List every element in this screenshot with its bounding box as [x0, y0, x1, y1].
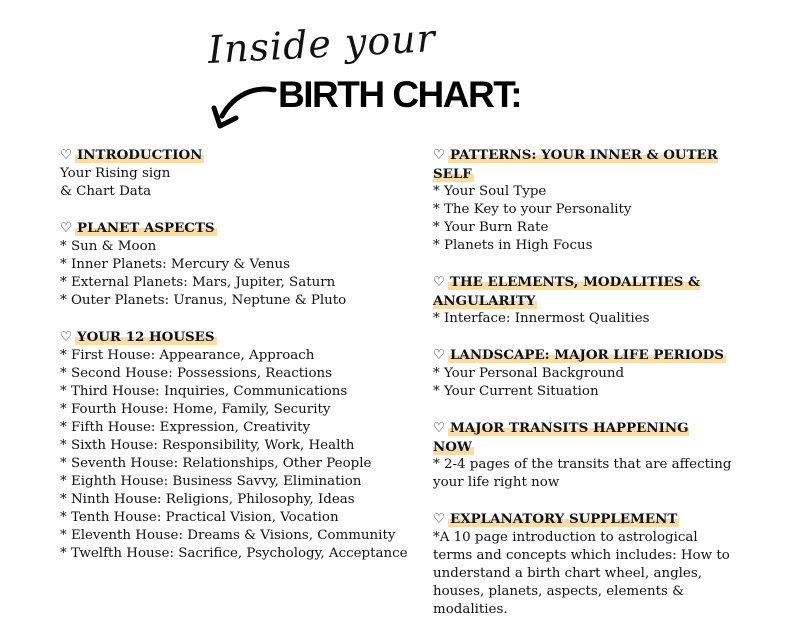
section — [433, 419, 733, 492]
section-heading-label: INTRODUCTION — [77, 147, 203, 163]
list-item: * Interface: Innermost Qualities — [433, 311, 650, 326]
heart-icon: ♡ — [433, 512, 446, 527]
section-heading — [433, 419, 733, 456]
list-item: * Tenth House: Practical Vision, Vocation — [60, 510, 339, 525]
section — [433, 273, 733, 328]
list-item: * Outer Planets: Uranus, Neptune & Pluto — [60, 293, 347, 308]
list-item: Your Rising sign — [60, 166, 171, 181]
list-item: * Sixth House: Responsibility, Work, Health — [60, 438, 355, 453]
list-item: * Sun & Moon — [60, 239, 157, 254]
list-item: * Your Burn Rate — [433, 220, 549, 235]
heart-icon: ♡ — [433, 148, 446, 163]
section-heading — [433, 146, 733, 183]
list-item: & Chart Data — [60, 184, 152, 199]
section — [433, 510, 733, 619]
section-heading — [433, 346, 733, 365]
list-item: * Eighth House: Business Savvy, Elimination — [60, 474, 362, 489]
section-heading-label: PLANET ASPECTS — [77, 220, 215, 236]
list-item: * 2-4 pages of the transits that are affecting your life right now — [433, 457, 732, 490]
heart-icon: ♡ — [433, 421, 446, 436]
section-heading — [60, 328, 405, 347]
list-item: * Second House: Possessions, Reactions — [60, 366, 332, 381]
list-item: * Planets in High Focus — [433, 238, 593, 253]
list-item: * Seventh House: Relationships, Other People — [60, 456, 372, 471]
section-heading-label: EXPLANATORY SUPPLEMENT — [450, 511, 678, 527]
list-item: *A 10 page introduction to astrological terms and concepts which includes: How to understand a birth chart wheel, angles, houses, planets, aspects, elements & modalities. — [433, 530, 730, 617]
curved-arrow-icon — [208, 84, 278, 132]
list-item: * External Planets: Mars, Jupiter, Saturn — [60, 275, 336, 290]
section — [60, 328, 408, 563]
section-heading — [433, 273, 733, 310]
title-script: Inside your — [206, 16, 437, 72]
list-item: * Your Soul Type — [433, 184, 547, 199]
section-heading-label: THE ELEMENTS, MODALITIES & ANGULARITY — [433, 274, 701, 309]
list-item: * Twelfth House: Sacrifice, Psychology, Acceptance — [60, 546, 408, 561]
heart-icon: ♡ — [433, 275, 446, 290]
right-column — [433, 146, 733, 637]
heart-icon: ♡ — [60, 148, 73, 163]
list-item: * Your Current Situation — [433, 384, 599, 399]
section-heading-label: LANDSCAPE: MAJOR LIFE PERIODS — [450, 347, 724, 363]
list-item: * Fourth House: Home, Family, Security — [60, 402, 331, 417]
section-heading-label: YOUR 12 HOUSES — [77, 329, 215, 345]
list-item: * Your Personal Background — [433, 366, 625, 381]
section — [433, 146, 733, 255]
section — [60, 219, 405, 310]
heart-icon: ♡ — [433, 348, 446, 363]
section-heading-label: PATTERNS: YOUR INNER & OUTER SELF — [433, 147, 718, 182]
section-heading-label: MAJOR TRANSITS HAPPENING NOW — [433, 420, 689, 455]
section-heading — [60, 219, 405, 238]
list-item: * Inner Planets: Mercury & Venus — [60, 257, 290, 272]
section-heading — [60, 146, 405, 165]
section — [433, 346, 733, 401]
list-item: * Eleventh House: Dreams & Visions, Community — [60, 528, 396, 543]
left-column — [60, 146, 408, 581]
list-item: * First House: Appearance, Approach — [60, 348, 315, 363]
list-item: * Fifth House: Expression, Creativity — [60, 420, 311, 435]
heart-icon: ♡ — [60, 221, 73, 236]
list-item: * The Key to your Personality — [433, 202, 632, 217]
section-heading — [433, 510, 733, 529]
list-item: * Ninth House: Religions, Philosophy, Ideas — [60, 492, 355, 507]
section — [60, 146, 405, 201]
heart-icon: ♡ — [60, 330, 73, 345]
page-title: BIRTH CHART: — [278, 74, 522, 115]
list-item: * Third House: Inquiries, Communications — [60, 384, 348, 399]
